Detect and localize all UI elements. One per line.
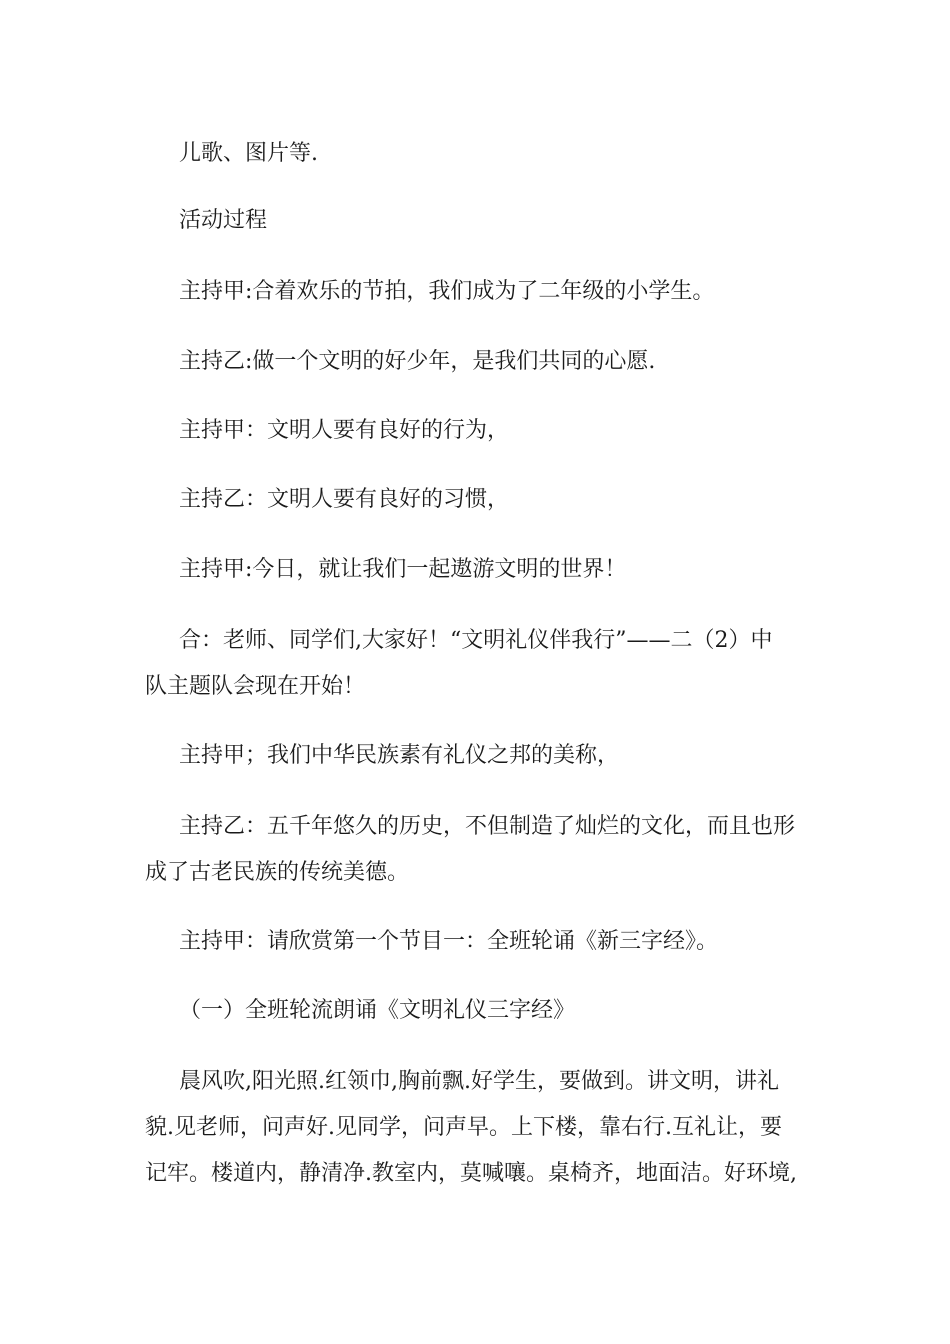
paragraph-line: 成了古老民族的传统美德。 xyxy=(145,860,410,885)
paragraph-line: 主持甲:合着欢乐的节拍，我们成为了二年级的小学生。 xyxy=(179,279,715,304)
paragraph-line: 儿歌、图片等. xyxy=(179,141,318,166)
paragraph-line: 貌.见老师，问声好.见同学，问声早。上下楼，靠右行.互礼让，要 xyxy=(145,1115,782,1140)
section-heading-activity-process xyxy=(145,198,815,244)
paragraph-line: （一）全班轮流朗诵《文明礼仪三字经》 xyxy=(179,998,576,1023)
dialogue-host-b-2 xyxy=(145,477,815,523)
paragraph-materials xyxy=(145,131,815,177)
paragraph-line: 主持乙:做一个文明的好少年，是我们共同的心愿. xyxy=(179,349,656,374)
dialogue-together xyxy=(145,618,815,710)
dialogue-host-a-5 xyxy=(145,919,815,965)
dialogue-host-a-2 xyxy=(145,408,815,454)
paragraph-line: 主持甲：文明人要有良好的行为， xyxy=(179,418,510,443)
paragraph-line: 主持乙：文明人要有良好的习惯， xyxy=(179,487,510,512)
paragraph-line: 记牢。楼道内，静清净.教室内，莫喊嚷。桌椅齐，地面洁。好环境, xyxy=(145,1161,797,1186)
dialogue-host-a-3 xyxy=(145,547,815,593)
paragraph-line: 主持乙：五千年悠久的历史，不但制造了灿烂的文化，而且也形 xyxy=(179,814,796,839)
dialogue-host-a-4 xyxy=(145,733,815,779)
paragraph-line: 主持甲；我们中华民族素有礼仪之邦的美称， xyxy=(179,743,620,768)
paragraph-line: 合：老师、同学们,大家好！“文明礼仪伴我行”——二（2）中 xyxy=(179,628,773,653)
dialogue-host-b-3 xyxy=(145,804,815,896)
paragraph-line: 队主题队会现在开始！ xyxy=(145,674,366,699)
dialogue-host-a-1 xyxy=(145,269,815,315)
section-heading-recitation xyxy=(145,988,815,1034)
paragraph-line: 晨风吹,阳光照.红领巾,胸前飘.好学生，要做到。讲文明，讲礼 xyxy=(179,1069,779,1094)
paragraph-three-character-classic xyxy=(145,1059,815,1197)
paragraph-line: 活动过程 xyxy=(179,208,268,233)
paragraph-line: 主持甲:今日，就让我们一起遨游文明的世界！ xyxy=(179,557,627,582)
dialogue-host-b-1 xyxy=(145,339,815,385)
paragraph-line: 主持甲：请欣赏第一个节目一：全班轮诵《新三字经》。 xyxy=(179,929,719,954)
